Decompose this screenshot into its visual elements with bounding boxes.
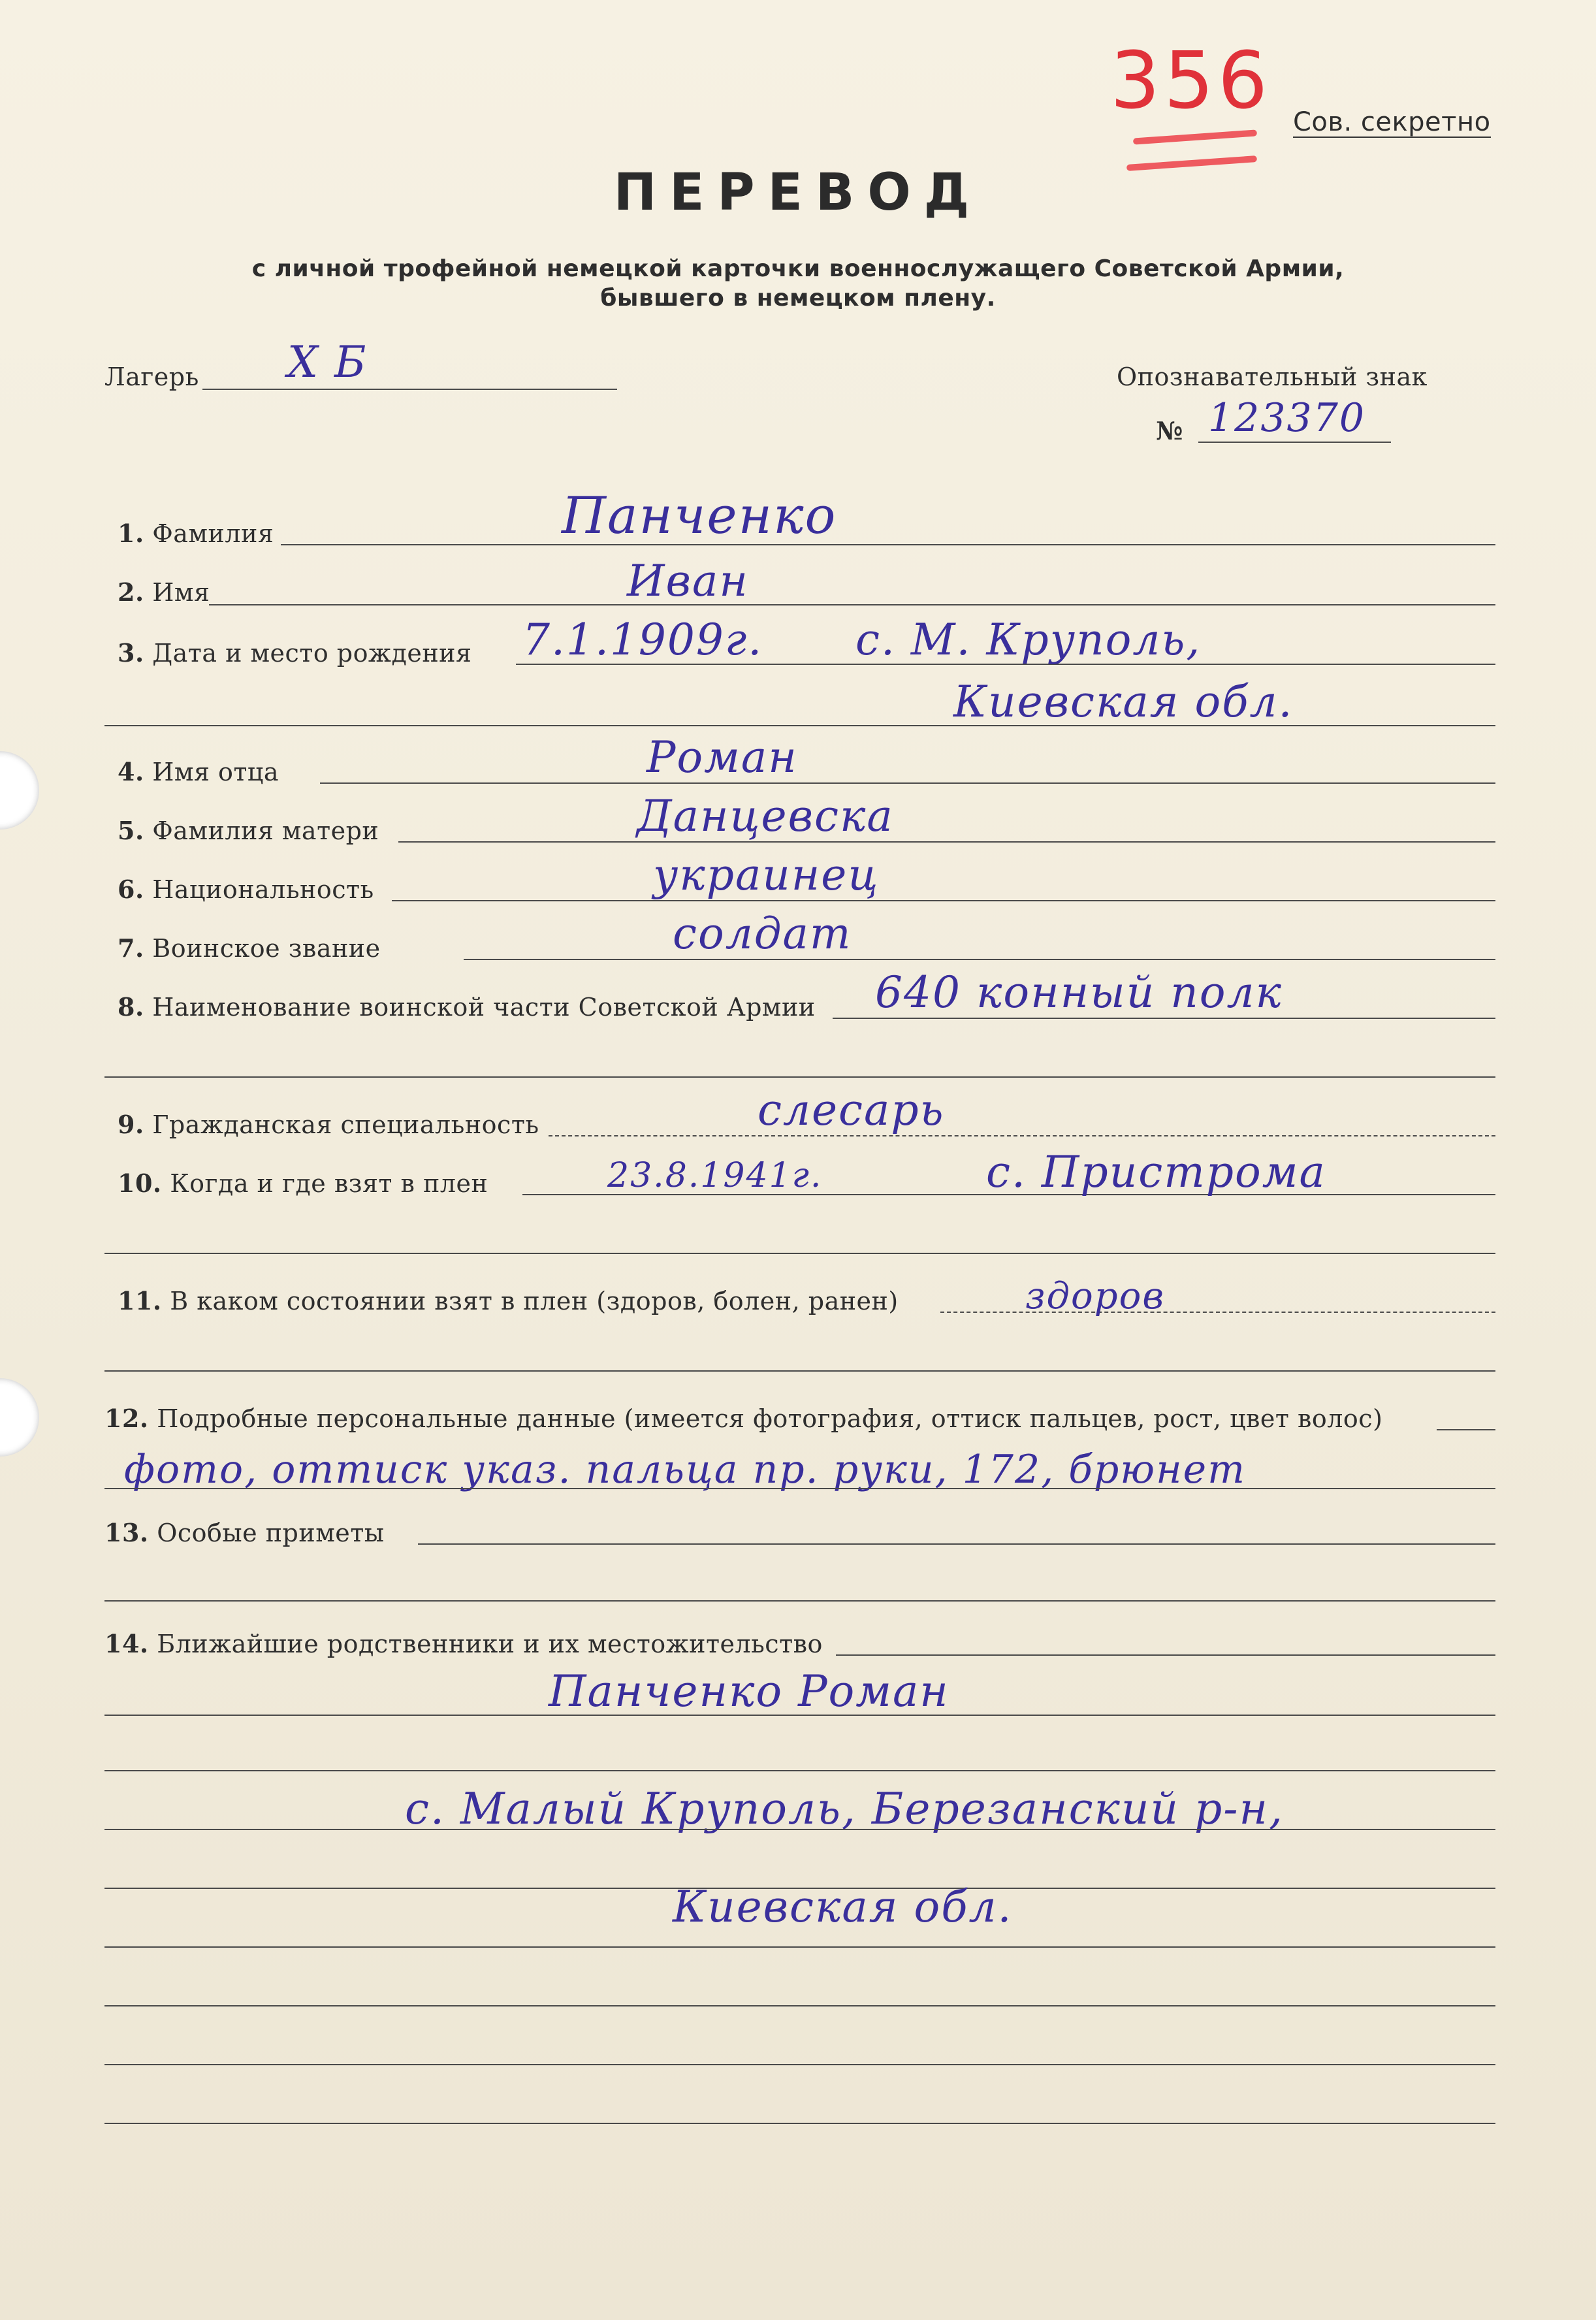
field-14-line-4 [104, 1829, 1495, 1830]
stamp-number: 356 [1110, 36, 1272, 127]
id-tag-prefix: № [1156, 416, 1183, 445]
field-12-value: фото, оттиск указ. пальца пр. руки, 172, брюнет [124, 1447, 1247, 1492]
field-14-address-2: Киевская обл. [673, 1882, 1013, 1932]
field-3-place-2: Киевская обл. [953, 677, 1294, 727]
field-1-label: 1. Фамилия [118, 519, 274, 548]
field-1-line [281, 544, 1495, 545]
field-12-line-2 [104, 1488, 1495, 1489]
field-4-value: Роман [646, 732, 798, 782]
field-7-label: 7. Воинское звание [118, 933, 381, 963]
field-14-line-3 [104, 1770, 1495, 1771]
field-6-value: украинец [653, 850, 880, 900]
field-10-line-2 [104, 1253, 1495, 1254]
camp-value: X Б [287, 337, 368, 387]
field-12-line [1437, 1429, 1495, 1430]
field-14-line-7 [104, 2005, 1495, 2006]
camp-label: Лагерь [104, 362, 199, 391]
field-3-date: 7.1.1909г. [522, 615, 763, 665]
field-6-label: 6. Национальность [118, 875, 374, 904]
id-tag-line [1198, 442, 1391, 443]
punch-hole-bottom [0, 1378, 39, 1457]
field-10-place: с. Пристрома [986, 1147, 1326, 1197]
field-11-label: 11. В каком состоянии взят в плен (здоров, болен, ранен) [118, 1286, 899, 1315]
field-13-line [418, 1543, 1495, 1545]
field-6-line [392, 900, 1495, 901]
field-11-value: здоров [1025, 1275, 1165, 1317]
field-8-label: 8. Наименование воинской части Советской Армии [118, 992, 816, 1022]
field-13-label: 13. Особые приметы [104, 1518, 385, 1547]
field-5-label: 5. Фамилия матери [118, 816, 379, 845]
field-10-label: 10. Когда и где взят в плен [118, 1168, 488, 1198]
field-7-line [464, 959, 1495, 960]
classification-label: Сов. секретно [1293, 107, 1491, 137]
field-2-label: 2. Имя [118, 577, 210, 607]
field-9-value: слесарь [758, 1085, 945, 1135]
field-13-line-2 [104, 1600, 1495, 1602]
field-9-line [549, 1135, 1495, 1136]
stamp-underline-1 [1133, 129, 1257, 144]
field-8-value: 640 конный полк [875, 967, 1283, 1018]
field-8-line [833, 1018, 1495, 1019]
field-4-line [320, 782, 1495, 784]
field-3-place-1: с. М. Круполь, [855, 615, 1202, 665]
page-title: ПЕРЕВОД [613, 163, 983, 222]
field-9-label: 9. Гражданская специальность [118, 1110, 539, 1139]
field-14-name: Панченко Роман [549, 1666, 950, 1716]
field-11-line [940, 1312, 1495, 1313]
punch-hole-top [0, 751, 39, 830]
field-7-value: солдат [673, 909, 852, 959]
field-5-value: Данцевска [637, 791, 894, 841]
field-10-date: 23.8.1941г. [607, 1156, 823, 1195]
field-3-label: 3. Дата и место рождения [118, 638, 472, 668]
field-14-address-1: с. Малый Круполь, Березанский р-н, [405, 1784, 1284, 1834]
field-12-label: 12. Подробные персональные данные (имеется фотография, оттиск пальцев, рост, цвет волос) [104, 1404, 1383, 1433]
field-8-line-2 [104, 1076, 1495, 1078]
field-4-label: 4. Имя отца [118, 757, 279, 786]
field-2-line [209, 604, 1495, 605]
field-14-line-2 [104, 1715, 1495, 1716]
subtitle-line-1: с личной трофейной немецкой карточки военнослужащего Советской Армии, [251, 255, 1345, 282]
field-14-label: 14. Ближайшие родственники и их местожительство [104, 1629, 823, 1658]
field-5-line [398, 841, 1495, 843]
field-11-line-2 [104, 1370, 1495, 1372]
id-tag-value: 123370 [1208, 395, 1366, 441]
field-1-value: Панченко [562, 487, 837, 545]
subtitle-line-2: бывшего в немецком плену. [600, 285, 996, 312]
field-14-line-8 [104, 2064, 1495, 2065]
id-tag-label: Опознавательный знак [1117, 362, 1428, 391]
field-14-line-9 [104, 2123, 1495, 2124]
camp-line [202, 389, 617, 390]
field-14-line [836, 1654, 1495, 1656]
field-14-line-6 [104, 1946, 1495, 1948]
field-2-value: Иван [627, 556, 749, 606]
